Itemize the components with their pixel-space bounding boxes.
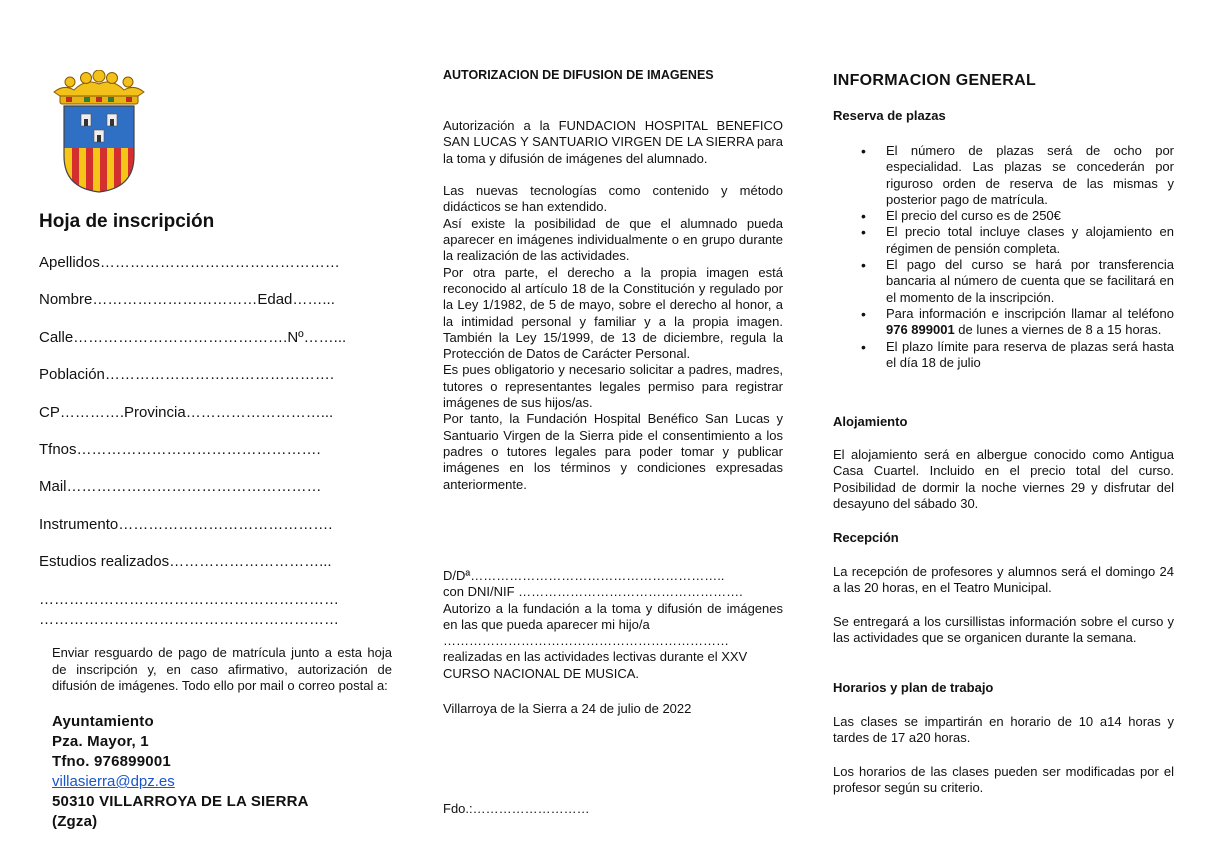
field-apellidos[interactable]: Apellidos………………………………………… (39, 254, 340, 271)
recepcion-text-2: Se entregará a los cursillistas información sobre el curso y las actividades que se organicen durante la semana. (833, 614, 1174, 646)
field-cp-provincia[interactable]: CP………….Provincia………………………... (39, 403, 334, 421)
field-telefonos[interactable]: Tfnos…………………………………………. (39, 440, 321, 458)
field-calle-numero[interactable]: Calle…………………………………….Nº……... (39, 328, 347, 346)
authorization-intro: Autorización a la FUNDACION HOSPITAL BENEFICO SAN LUCAS Y SANTUARIO VIRGEN DE LA SIERRA para la toma y difusión de imágenes del alumnado. (443, 118, 783, 166)
list-item (886, 306, 1174, 339)
list-item: • El pago del curso se hará por transferencia bancaria al número de cuenta que se facilitará en el momento de la inscripción. (886, 257, 1174, 306)
section-title-horarios: Horarios y plan de trabajo (833, 680, 994, 695)
horarios-text-2: Los horarios de las clases pueden ser modificadas por el profesor según su criterio. (833, 764, 1174, 796)
field-nombre-edad[interactable]: Nombre……………………………Edad……... (39, 291, 335, 309)
field-estudios-extra-1[interactable]: …………………………………………………… (39, 590, 339, 608)
phone-text-post: de lunes a viernes de 8 a 15 horas. (954, 322, 1162, 338)
alojamiento-text: El alojamiento será en albergue conocido como Antigua Casa Cuartel. Incluido en el precio total del curso. Posibilidad de dormir la noche viernes 29 y disfrutar del desayuno del sábado 30. (833, 447, 1174, 511)
parent-name-line[interactable]: D/Dª………………………………………………….. (443, 568, 725, 583)
form-title: Hoja de inscripción (39, 211, 215, 232)
field-instrumento[interactable]: Instrumento……………………………………. (39, 515, 333, 533)
section-title-reserva: Reserva de plazas (833, 108, 946, 123)
authorization-paragraph: Por tanto, la Fundación Hospital Benéfico San Lucas y Santuario Virgen de la Sierra pide el consentimiento a los padres o tutores legales para poder tomar y publicar imágenes en los términos y condiciones expresadas anteriormente. (443, 411, 783, 492)
shield-icon (64, 106, 135, 194)
list-item: • El precio del curso es de 250€ (886, 208, 1174, 224)
recepcion-text-1: La recepción de profesores y alumnos será el domingo 24 a las 20 horas, en el Teatro Municipal. (833, 564, 1174, 596)
authorize-statement: Autorizo a la fundación a la toma y difusión de imágenes en las que pueda aparecer mi hijo/a (443, 600, 783, 632)
authorization-signoff (443, 568, 783, 682)
send-note: Enviar resguardo de pago de matrícula junto a esta hoja de inscripción y, en caso afirmativo, autorización de difusión de imágenes. Todo ello por mail o correo postal a: (52, 645, 392, 693)
authorization-paragraph: Por otra parte, el derecho a la propia imagen está reconocido al artículo 18 de la Constitución y regulado por la Ley 1/1982, de 5 de mayo, sobre el derecho al honor, a la intimidad personal y familiar y a la propia imagen. También la Ley 15/1999, de 13 de diciembre, regula la Protección de Datos de Carácter Personal. (443, 264, 783, 362)
postal-address (52, 712, 397, 832)
list-item: • El precio total incluye clases y alojamiento en régimen de pensión completa. (886, 224, 1174, 257)
section-title-recepcion: Recepción (833, 530, 899, 545)
field-estudios[interactable]: Estudios realizados…………………………... (39, 553, 332, 571)
authorization-paragraph: Así existe la posibilidad de que el alumnado pueda aparecer en imágenes individualmente o en grupo durante la realización de las actividades. (443, 215, 783, 264)
authorization-paragraph: Es pues obligatorio y necesario solicitar a padres, madres, tutores o representantes legales permiso para registrar imágenes de sus hijos/as. (443, 362, 783, 411)
address-line-2: Pza. Mayor, 1 (52, 733, 149, 750)
section-title-alojamiento: Alojamiento (833, 414, 908, 429)
horarios-text-1: Las clases se impartirán en horario de 10 a14 horas y tardes de 17 a20 horas. (833, 714, 1174, 746)
field-estudios-extra-2[interactable]: …………………………………………………… (39, 610, 339, 628)
crown-icon (54, 70, 144, 104)
place-date: Villarroya de la Sierra a 24 de julio de 2022 (443, 701, 692, 716)
phone-text-pre: Para información e inscripción llamar al teléfono (886, 305, 1174, 321)
activities-statement: realizadas en las actividades lectivas durante el XXV CURSO NACIONAL DE MUSICA. (443, 649, 748, 681)
signature-line[interactable]: Fdo.:……………………… (443, 801, 590, 816)
reserva-list (886, 143, 1174, 371)
list-item: • El plazo límite para reserva de plazas será hasta el día 18 de julio (886, 339, 1174, 372)
address-line-1: Ayuntamiento (52, 713, 154, 730)
field-mail[interactable]: Mail…………………………………………… (39, 478, 322, 496)
authorization-body (443, 118, 783, 493)
phone-number: 976 899001 (886, 322, 955, 338)
address-email-link[interactable]: villasierra@dpz.es (52, 773, 175, 790)
child-name-line[interactable]: ………………………………………………………… (443, 633, 729, 649)
field-poblacion[interactable]: Población………………………………………. (39, 366, 335, 384)
address-phone: Tfno. 976899001 (52, 753, 171, 770)
authorization-heading: AUTORIZACION DE DIFUSION DE IMAGENES (443, 68, 714, 82)
address-city: 50310 VILLARROYA DE LA SIERRA (52, 793, 309, 810)
address-region: (Zgza) (52, 813, 98, 830)
dni-line[interactable]: con DNI/NIF ……………………………………………. (443, 584, 743, 600)
info-title: INFORMACION GENERAL (833, 72, 1037, 89)
list-item: • El número de plazas será de ocho por especialidad. Las plazas se concederán por riguroso orden de reserva de las mismas y posterior pago de matrícula. (886, 143, 1174, 208)
authorization-paragraph: Las nuevas tecnologías como contenido y método didácticos se han extendido. (443, 183, 783, 215)
form-fields (39, 253, 394, 630)
coat-of-arms-logo (50, 70, 148, 194)
